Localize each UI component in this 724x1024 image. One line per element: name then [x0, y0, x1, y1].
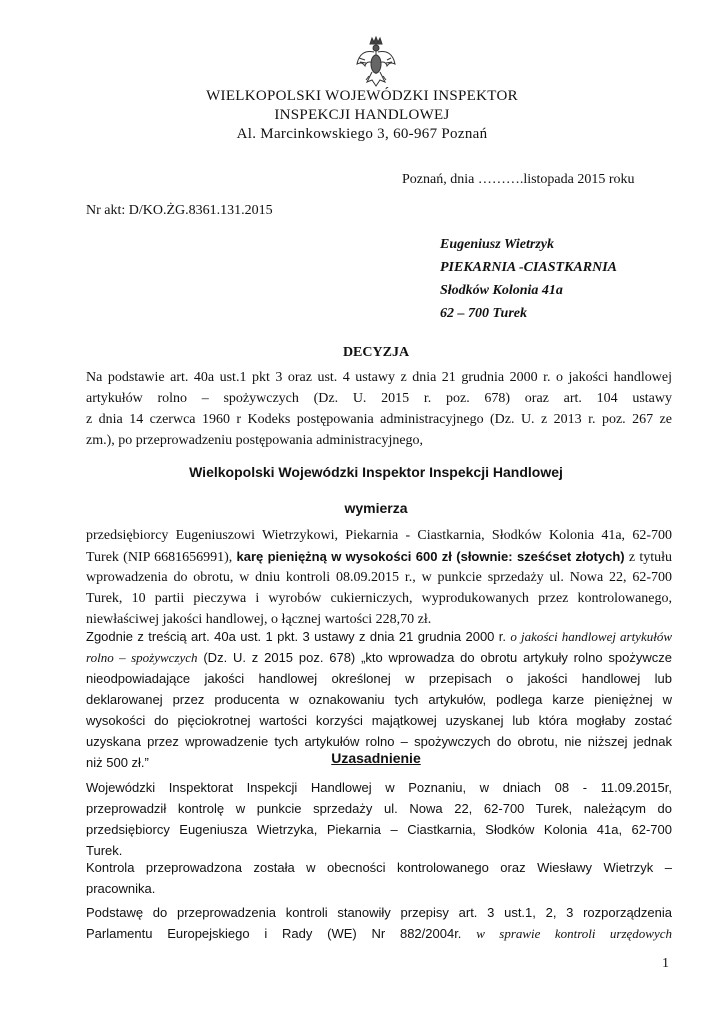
paragraph-penalty — [86, 525, 672, 630]
text-line: przedsiębiorcy Eugeniusza Wietrzyka, Piekarnia – Ciastkarnia, Słodków Kolonia 41a, 62-700 — [86, 822, 672, 837]
authority-name: Wielkopolski Wojewódzki Inspektor Inspekcji Handlowej — [189, 464, 563, 480]
text-line: niż 500 zł.” — [86, 755, 149, 770]
addressee-name: Eugeniusz Wietrzyk — [440, 237, 554, 252]
text-line: niewłaściwej jakości handlowej, o łącznej wartości 228,70 zł. — [86, 612, 432, 627]
case-number: Nr akt: D/KO.ŻG.8361.131.2015 — [86, 203, 273, 218]
header-address: Al. Marcinkowskiego 3, 60-967 Poznań — [236, 126, 488, 142]
polish-eagle-emblem — [355, 36, 397, 90]
text-line: Kontrola przeprowadzona została w obecności kontrolowanego oraz Wiesławy Wietrzyk – — [86, 860, 672, 875]
date-line: Poznań, dnia ……….listopada 2015 roku — [402, 172, 635, 187]
text-line: deklarowanej przez producenta w oznakowaniu tych artykułów, podlega karze pieniężnej w — [86, 692, 672, 707]
justification-title: Uzasadnienie — [331, 750, 421, 766]
text-line — [86, 546, 672, 567]
page-number: 1 — [662, 956, 669, 971]
text-line: przedsiębiorcy Eugeniuszowi Wietrzykowi, Piekarnia - Ciastkarnia, Słodków Kolonia 41a, 62-700 — [86, 528, 672, 543]
text-line: z dnia 14 czerwca 1960 r Kodeks postępowania administracyjnego (Dz. U. z 2013 r. poz. 267 ze — [86, 412, 672, 427]
penalty-amount: karę pieniężną w wysokości 600 zł (słownie: sześćset złotych) — [236, 549, 625, 564]
paragraph-legal-basis — [86, 367, 672, 451]
text-line — [86, 626, 672, 647]
regulation-title: w sprawie kontroli urzędowych — [476, 926, 672, 941]
text-line: nieodpowiadające jakości handlowej określonej w przepisach o jakości handlowej lub — [86, 671, 672, 686]
text-line: zm.), po przeprowadzeniu postępowania administracyjnego, — [86, 433, 424, 448]
text-line: Turek. — [86, 843, 123, 858]
text-line: artykułów rolno – spożywczych (Dz. U. 2015 r. poz. 678) oraz art. 104 ustawy — [86, 391, 672, 406]
text-line: wprowadzenia do obrotu, w dniu kontroli 08.09.2015 r., w punkcie sprzedaży ul. Nowa 22, 62-700 — [86, 570, 672, 585]
text-run: Turek (NIP 6681656991), — [86, 550, 237, 565]
decision-title: DECYZJA — [342, 345, 410, 360]
text-line: Podstawę do przeprowadzenia kontroli stanowiły przepisy art. 3 ust.1, 2, 3 rozporządzenia — [86, 905, 672, 920]
text-run: z tytułu — [624, 550, 672, 565]
act-title: o jakości handlowej artykułów — [510, 629, 672, 644]
addressee-company: PIEKARNIA -CIASTKARNIA — [440, 260, 618, 275]
text-line: Turek, 10 partii pieczywa i wyrobów cukierniczych, wyprodukowanych przez kontrolowanego, — [86, 591, 672, 606]
imposes-heading: wymierza — [344, 500, 408, 516]
text-run: Parlamentu Europejskiego i Rady (WE) Nr 882/2004r. — [86, 926, 477, 941]
text-line — [86, 647, 672, 668]
text-line — [86, 923, 672, 944]
header-authority-line1: WIELKOPOLSKI WOJEWÓDZKI INSPEKTOR — [206, 88, 518, 104]
text-run: (Dz. U. z 2015 poz. 678) „kto wprowadza do obrotu artykuły rolno spożywcze — [197, 650, 672, 665]
addressee-street: Słodków Kolonia 41a — [440, 283, 563, 298]
text-line: pracownika. — [86, 881, 156, 896]
paragraph-inspection — [86, 777, 672, 861]
text-run: Zgodnie z treścią art. 40a ust. 1 pkt. 3 ustawy z dnia 21 grudnia 2000 r. — [86, 629, 511, 644]
text-line: Wojewódzki Inspektorat Inspekcji Handlowej w Poznaniu, w dniach 08 - 11.09.2015r, — [86, 780, 672, 795]
act-title: rolno – spożywczych — [86, 650, 198, 665]
paragraph-presence — [86, 857, 672, 899]
header-authority-line2: INSPEKCJI HANDLOWEJ — [274, 107, 450, 123]
text-line: Na podstawie art. 40a ust.1 pkt 3 oraz ust. 4 ustawy z dnia 21 grudnia 2000 r. o jakości handlowej — [86, 370, 672, 385]
addressee-city: 62 – 700 Turek — [440, 306, 527, 321]
text-line: wysokości do pięciokrotnej wartości korzyści majątkowej uzyskanej lub która mogłaby zostać — [86, 713, 672, 728]
text-line: uzyskana przez wprowadzenie tych artykułów rolno – spożywczych do obrotu, nie niższej jednak — [86, 734, 672, 749]
text-line: przeprowadził kontrolę w punkcie sprzedaży ul. Nowa 22, 62-700 Turek, należącym do — [86, 801, 672, 816]
paragraph-basis — [86, 902, 672, 944]
